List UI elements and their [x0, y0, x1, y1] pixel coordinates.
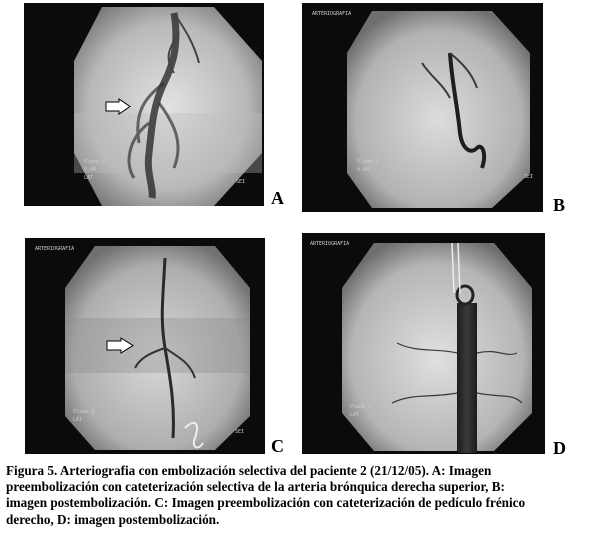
angiogram-panel-d	[302, 233, 545, 454]
panel-letter-d: D	[553, 438, 566, 458]
svg-text:SEI: SEI	[236, 179, 246, 185]
angiogram-panel-b	[302, 3, 543, 212]
svg-text:Plane 3: Plane 3	[350, 404, 372, 410]
angiogram-image-b	[302, 3, 543, 212]
svg-text:Plane 3: Plane 3	[84, 159, 106, 165]
svg-text:SEI: SEI	[235, 429, 245, 435]
panel-letter-a: A	[271, 188, 284, 208]
svg-text:LAT: LAT	[84, 175, 94, 181]
angiogram-panel-c	[25, 238, 265, 454]
caption-line-2: preembolización con cateterización selectiva de la arteria brónquica derecha superior, B:	[6, 479, 505, 495]
svg-text:Plane 3: Plane 3	[357, 159, 379, 165]
svg-text:ARTERIOGRAFIA: ARTERIOGRAFIA	[310, 241, 350, 247]
angiogram-panel-a	[24, 3, 264, 206]
svg-text:ARTERIOGRAFIA: ARTERIOGRAFIA	[35, 246, 75, 252]
svg-text:LAT: LAT	[73, 417, 83, 423]
arrow-right-icon	[106, 337, 134, 354]
arrow-right-icon	[105, 98, 131, 115]
svg-text:0.00: 0.00	[357, 167, 370, 173]
panel-letter-c: C	[271, 436, 284, 456]
angiogram-image-a	[24, 3, 264, 206]
angiogram-image-c	[25, 238, 265, 454]
panel-letter-b: B	[553, 195, 566, 215]
caption-line-4: derecho, D: imagen postembolización.	[6, 511, 220, 527]
svg-text:SEI: SEI	[524, 174, 534, 180]
angiogram-image-d	[302, 233, 545, 454]
svg-text:0.00: 0.00	[84, 167, 97, 173]
svg-text:ARTERIOGRAFIA: ARTERIOGRAFIA	[312, 11, 352, 17]
svg-text:Plane 3: Plane 3	[73, 409, 95, 415]
figure-caption	[6, 463, 602, 528]
caption-line-1: Figura 5. Arteriografia con embolización selectiva del paciente 2 (21/12/05). A: Imagen	[6, 463, 492, 478]
svg-text:LAT: LAT	[350, 412, 360, 418]
caption-line-3: imagen postembolización. C: Imagen preembolización con cateterización de pedículo frénico	[6, 495, 526, 511]
